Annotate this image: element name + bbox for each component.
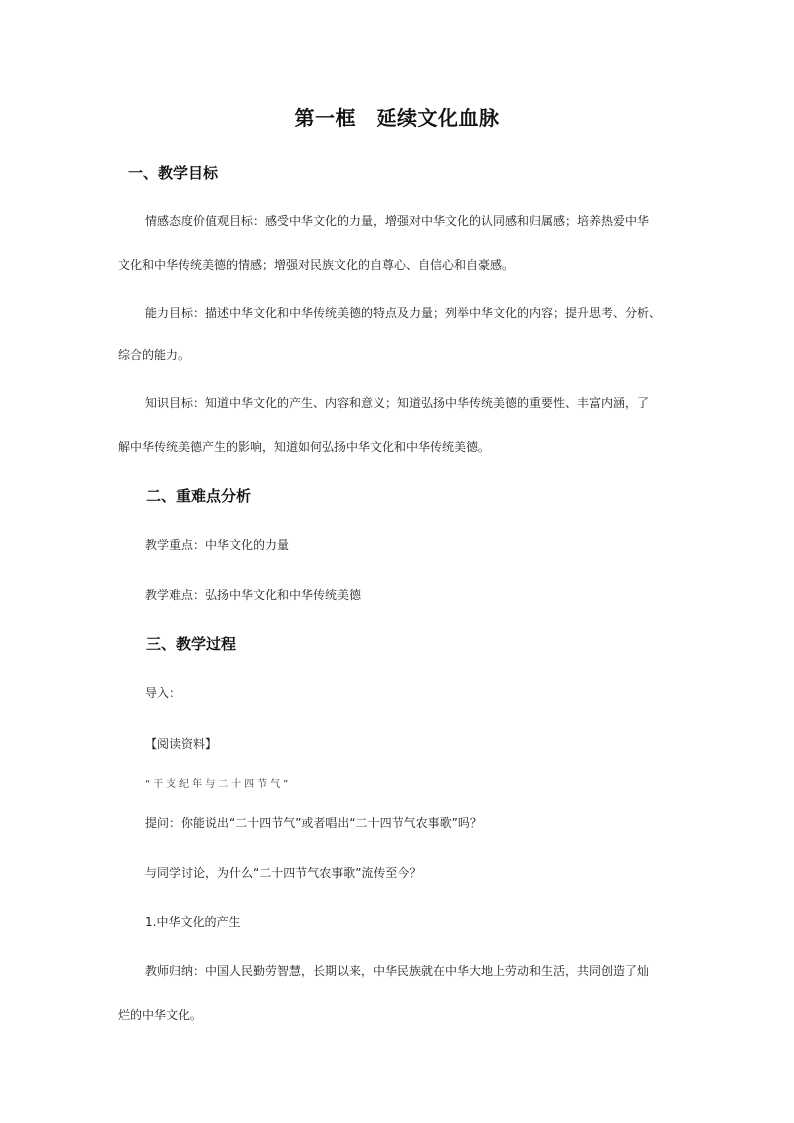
difficult-point-text: 教学难点：弘扬中华文化和中华传统美德 xyxy=(145,588,362,602)
reading-quote: “干支纪年与二十四节气” xyxy=(145,779,292,790)
objective-ability-line2: 综合的能力。 xyxy=(118,348,191,362)
objective-knowledge-line2: 解中华传统美德产生的影响，知道如何弘扬中华文化和中华传统美德。 xyxy=(118,440,491,454)
section-heading-objectives: 一、教学目标 xyxy=(128,164,219,182)
section-heading-key-points: 二、重难点分析 xyxy=(146,487,252,505)
subheading-culture-origin: 1.中华文化的产生 xyxy=(145,915,241,929)
reading-label: 【阅读资料】 xyxy=(145,737,218,751)
page-title: 第一框 延续文化血脉 xyxy=(294,106,500,130)
intro-label: 导入： xyxy=(145,686,182,700)
teacher-summary-line1: 教师归纳：中国人民勤劳智慧，长期以来，中华民族就在中华大地上劳动和生活，共同创造了灿 xyxy=(145,964,650,978)
key-point-text: 教学重点：中华文化的力量 xyxy=(145,538,290,552)
teacher-summary-line2: 烂的中华文化。 xyxy=(118,1008,203,1022)
objective-knowledge-line1: 知识目标：知道中华文化的产生、内容和意义；知道弘扬中华传统美德的重要性、丰富内涵，了 xyxy=(145,396,650,410)
objective-emotion-line2: 文化和中华传统美德的情感；增强对民族文化的自尊心、自信心和自豪感。 xyxy=(118,258,515,272)
section-heading-process: 三、教学过程 xyxy=(146,635,237,653)
discussion-text: 与同学讨论，为什么“二十四节气农事歌”流传至今？ xyxy=(145,866,422,880)
objective-ability-line1: 能力目标：描述中华文化和中华传统美德的特点及力量；列举中华文化的内容；提升思考、分析、 xyxy=(145,306,662,320)
question-text: 提问：你能说出“二十四节气”或者唱出“二十四节气农事歌”吗？ xyxy=(145,816,482,830)
objective-emotion-line1: 情感态度价值观目标：感受中华文化的力量，增强对中华文化的认同感和归属感；培养热爱中华 xyxy=(145,214,650,228)
